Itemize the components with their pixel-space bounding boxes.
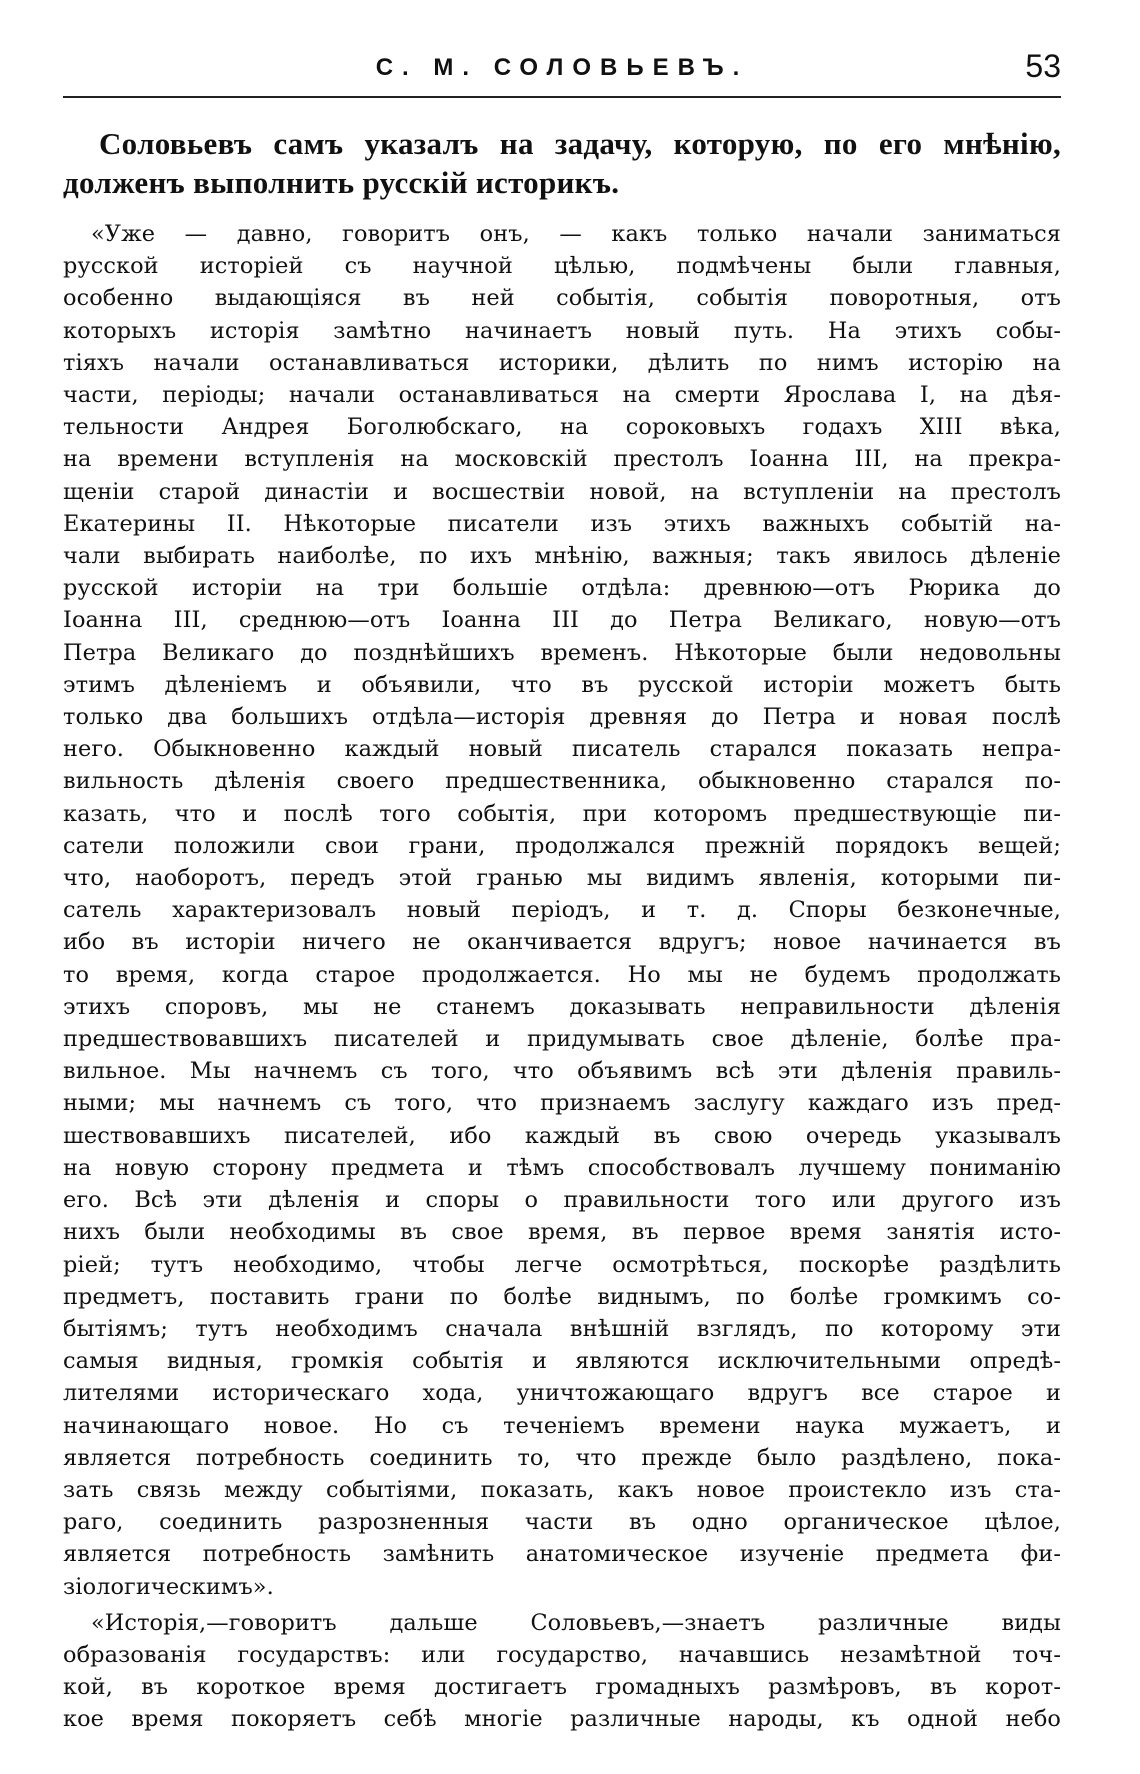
text-line: зіологическимъ». [63,1573,274,1600]
text-line: тельности Андрея Боголюбскаго, на сороковыхъ годахъ XIII вѣка, [63,414,1061,441]
text-line: бытіямъ; тутъ необходимъ сначала внѣшній взглядъ, по которому эти [63,1315,1061,1342]
text-line: кое время покоряетъ себѣ многіе различные народы, къ одной небо [63,1706,1061,1733]
text-line: вильность дѣленія своего предшественника, обыкновенно старался по- [63,768,1061,795]
text-line: является потребность замѣнить анатомическое изученіе предмета фи- [63,1541,1061,1568]
lead-paragraph: Соловьевъ самъ указалъ на задачу, которую, по его мнѣнію, долженъ выполнить русскій историкъ. [63,126,1061,200]
text-line: части, періоды; начали останавливаться на смерти Ярослава I, на дѣя- [63,382,1061,409]
text-line: зать связь между событіями, показать, какъ новое проистекло изъ ста- [63,1476,1061,1503]
page-number: 53 [1025,48,1061,84]
book-page [63,46,1061,1736]
text-line: чали выбирать наиболѣе, по ихъ мнѣнію, важныя; такъ явилось дѣленіе [63,543,1061,570]
running-header [63,46,1061,98]
text-line: предшествовавшихъ писателей и придумывать свое дѣленіе, болѣе пра- [63,1026,1061,1053]
text-line: на времени вступленія на московскій престолъ Іоанна III, на прекра- [63,446,1061,473]
text-line: раго, соединить разрозненныя части въ одно органическое цѣлое, [63,1509,1061,1536]
text-line: шествовавшихъ писателей, ибо каждый въ свою очередь указывалъ [63,1122,1061,1149]
text-line: самыя видныя, громкія событія и являются исключительными опредѣ- [63,1348,1061,1375]
text-line: «Уже — давно, говоритъ онъ, — какъ только начали заниматься [91,221,1061,247]
paragraph-quote-2 [63,1607,1061,1736]
paragraph-quote-1 [63,218,1061,1603]
text-line: этихъ споровъ, мы не станемъ доказывать неправильности дѣленія [63,993,1061,1020]
text-line: то время, когда старое продолжается. Но мы не будемъ продолжать [63,961,1061,988]
text-line: Іоанна III, среднюю—отъ Іоанна III до Петра Великаго, новую—отъ [63,607,1061,634]
text-line: только два большихъ отдѣла—исторія древняя до Петра и новая послѣ [63,704,1061,731]
text-line: лителями историческаго хода, уничтожающаго вдругъ все старое и [63,1380,1061,1407]
text-line: нихъ были необходимы въ свое время, въ первое время занятія исто- [63,1219,1061,1246]
text-line: казать, что и послѣ того событія, при которомъ предшествующіе пи- [63,800,1061,827]
text-line: предметъ, поставить грани по болѣе виднымъ, по болѣе громкимъ со- [63,1283,1061,1310]
text-line: которыхъ исторія замѣтно начинаетъ новый путь. На этихъ собы- [63,317,1061,344]
running-title: С. М. СОЛОВЬЕВЪ. [375,54,749,81]
text-line: образованія государствъ: или государство, начавшись незамѣтной точ- [63,1641,1061,1668]
text-line: «Исторія,—говоритъ дальше Соловьевъ,—знаетъ различные виды [91,1609,1061,1636]
text-line: Екатерины II. Нѣкоторые писатели изъ этихъ важныхъ событій на- [63,510,1061,537]
text-line: является потребность соединить то, что прежде было раздѣлено, пока- [63,1444,1061,1471]
text-line: вильное. Мы начнемъ съ того, что объявимъ всѣ эти дѣленія правиль- [63,1058,1061,1085]
text-line: начинающаго новое. Но съ теченіемъ времени наука мужаетъ, и [63,1412,1061,1439]
text-line: на новую сторону предмета и тѣмъ способствовалъ лучшему пониманію [63,1154,1061,1181]
text-line: Петра Великаго до позднѣйшихъ временъ. Нѣкоторые были недовольны [63,639,1061,666]
text-line: ріей; тутъ необходимо, чтобы легче осмотрѣться, поскорѣе раздѣлить [63,1251,1061,1278]
text-line: него. Обыкновенно каждый новый писатель старался показать непра- [63,736,1061,763]
text-line: русской исторіей съ научной цѣлью, подмѣчены были главныя, [63,253,1061,280]
text-line: русской исторіи на три большіе отдѣла: древнюю—отъ Рюрика до [63,575,1061,602]
text-line: его. Всѣ эти дѣленія и споры о правильности того или другого изъ [63,1187,1061,1214]
text-line: особенно выдающіяся въ ней событія, событія поворотныя, отъ [63,285,1061,312]
text-line: кой, въ короткое время достигаетъ громадныхъ размѣровъ, въ корот- [63,1674,1061,1701]
text-line: сатель характеризовалъ новый періодъ, и т. д. Споры безконечные, [63,897,1061,924]
text-line: ибо въ исторіи ничего не оканчивается вдругъ; новое начинается въ [63,929,1061,956]
text-line: что, наоборотъ, передъ этой гранью мы видимъ явленія, которыми пи- [63,865,1061,892]
text-line: щеніи старой династіи и восшествіи новой, на вступленіи на престолъ [63,478,1061,505]
text-line: тіяхъ начали останавливаться историки, дѣлить по нимъ исторію на [63,349,1061,376]
text-line: этимъ дѣленіемъ и объявили, что въ русской исторіи можетъ быть [63,671,1061,698]
text-line: сатели положили свои грани, продолжался прежній порядокъ вещей; [63,832,1061,859]
text-line: ными; мы начнемъ съ того, что признаемъ заслугу каждаго изъ пред- [63,1090,1061,1117]
